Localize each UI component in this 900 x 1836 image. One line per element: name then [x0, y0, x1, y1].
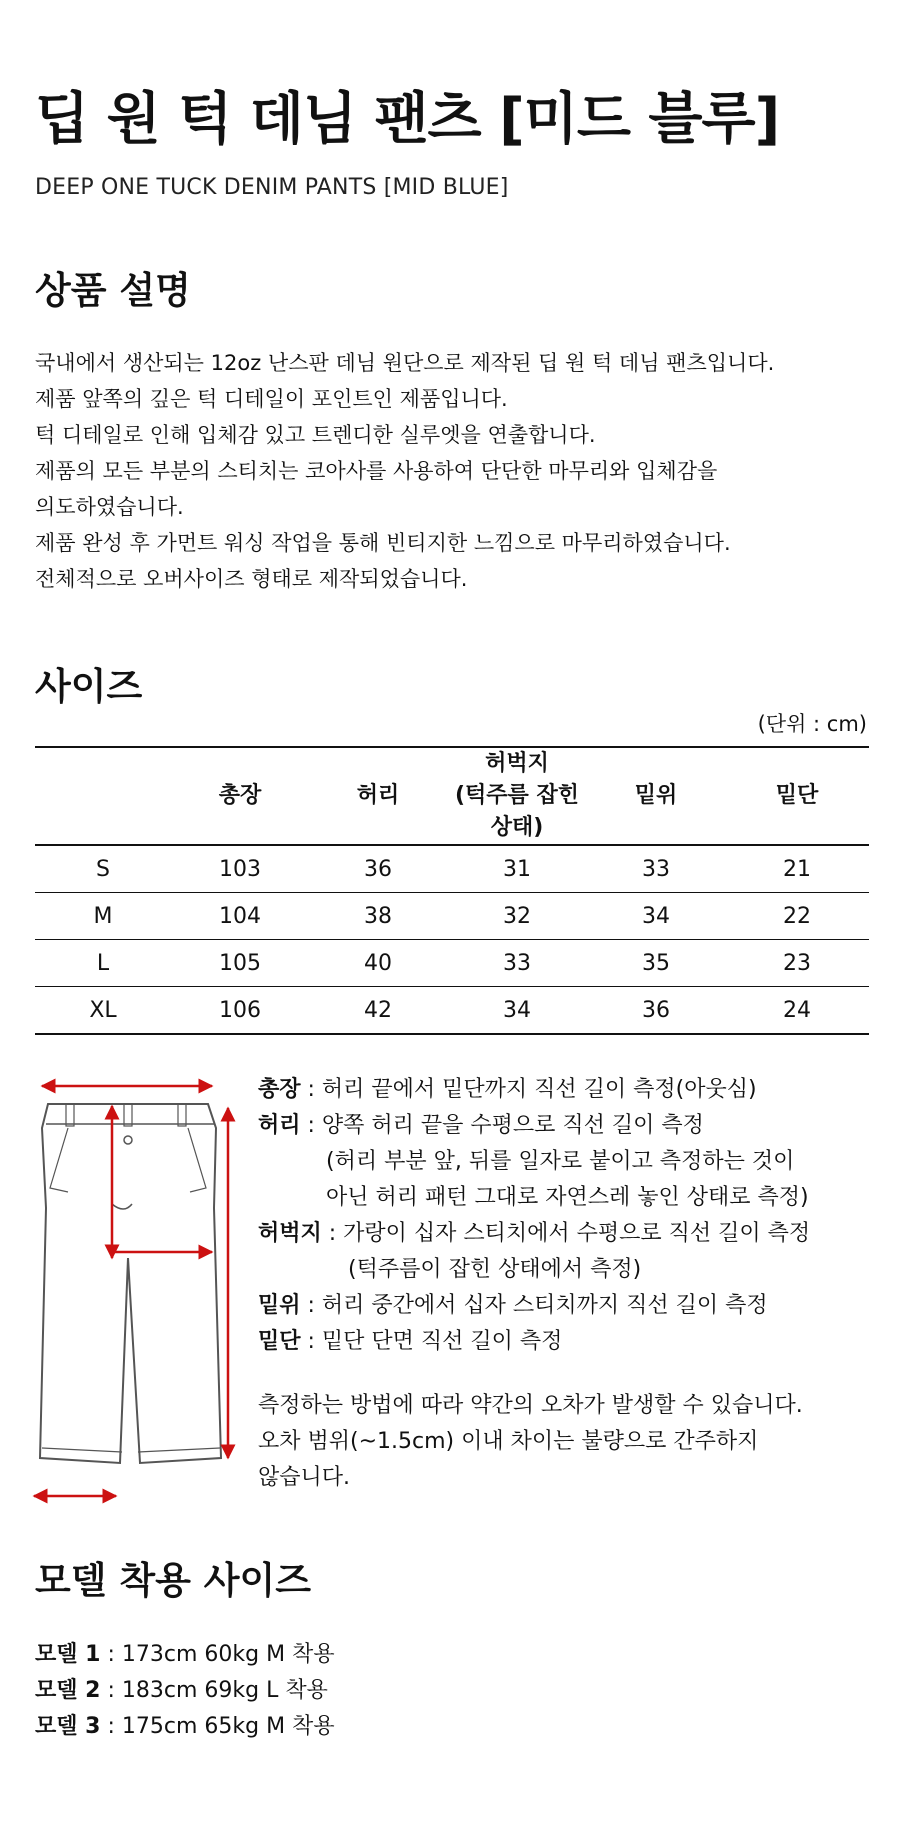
table-cell: 105	[171, 940, 309, 987]
model-size-heading: 모델 착용 사이즈	[35, 1559, 311, 1602]
size-label: L	[35, 940, 171, 987]
model-name: 모델 1	[35, 1642, 101, 1667]
measurement-desc: : 허리 중간에서 십자 스티치까지 직선 길이 측정	[300, 1293, 768, 1318]
table-row	[35, 940, 869, 987]
table-row	[35, 893, 869, 940]
table-cell: 33	[587, 845, 725, 893]
model-name: 모델 2	[35, 1678, 101, 1703]
description-line: 제품 앞쪽의 깊은 턱 디테일이 포인트인 제품입니다.	[35, 387, 508, 411]
description-line: 국내에서 생산되는 12oz 난스판 데님 원단으로 제작된 딥 원 턱 데님 팬츠입니다.	[35, 351, 775, 375]
description-line: 제품의 모든 부분의 스티치는 코아사를 사용하여 단단한 마무리와 입체감을	[35, 459, 718, 483]
note-line: 오차 범위(~1.5cm) 이내 차이는 불량으로 간주하지	[258, 1429, 759, 1454]
model-name: 모델 3	[35, 1714, 101, 1739]
measurement-continuation: (턱주름이 잡힌 상태에서 측정)	[348, 1257, 642, 1282]
size-column-header-waist: 허리	[309, 747, 447, 845]
measurement-item-rise	[258, 1288, 858, 1324]
product-title: 딥 원 턱 데님 팬츠 [미드 블루]	[35, 87, 780, 152]
size-label: XL	[35, 987, 171, 1035]
description-line: 턱 디테일로 인해 입체감 있고 트렌디한 실루엣을 연출합니다.	[35, 423, 596, 447]
table-cell: 33	[447, 940, 587, 987]
table-cell: 104	[171, 893, 309, 940]
measurement-desc: : 가랑이 십자 스티치에서 수평으로 직선 길이 측정	[321, 1221, 811, 1246]
measurement-term: 허벅지	[258, 1221, 322, 1246]
model-item	[35, 1637, 335, 1673]
model-item	[35, 1709, 335, 1745]
table-cell: 32	[447, 893, 587, 940]
table-cell: 38	[309, 893, 447, 940]
size-column-header-length: 총장	[171, 747, 309, 845]
measurement-term: 밑단	[258, 1329, 301, 1354]
table-cell: 34	[587, 893, 725, 940]
size-column-header	[35, 747, 171, 845]
size-column-header-rise: 밑위	[587, 747, 725, 845]
table-row	[35, 845, 869, 893]
measurement-guide	[258, 1072, 858, 1360]
measurement-note	[258, 1388, 858, 1496]
note-line: 않습니다.	[258, 1465, 351, 1490]
size-heading: 사이즈	[35, 665, 143, 708]
table-row	[35, 987, 869, 1035]
table-cell: 22	[725, 893, 869, 940]
model-spec: : 173cm 60kg M 착용	[100, 1642, 335, 1667]
product-subtitle: DEEP ONE TUCK DENIM PANTS [MID BLUE]	[35, 175, 509, 200]
table-cell: 34	[447, 987, 587, 1035]
description-line: 의도하였습니다.	[35, 495, 184, 519]
table-cell: 21	[725, 845, 869, 893]
description-text	[35, 345, 875, 597]
measurement-term: 총장	[258, 1077, 301, 1102]
description-heading: 상품 설명	[35, 269, 191, 312]
thigh-header-label: 허벅지	[485, 751, 549, 776]
thigh-header-sub: (턱주름 잡힌 상태)	[455, 783, 579, 840]
size-column-header-thigh	[447, 747, 587, 845]
measurement-desc: : 밑단 단면 직선 길이 측정	[300, 1329, 563, 1354]
measurement-term: 밑위	[258, 1293, 301, 1318]
unit-note: (단위 : cm)	[757, 712, 867, 736]
size-table-header-row	[35, 747, 869, 845]
measurement-term: 허리	[258, 1113, 301, 1138]
model-spec: : 175cm 65kg M 착용	[100, 1714, 335, 1739]
table-cell: 103	[171, 845, 309, 893]
size-table	[35, 746, 869, 1035]
table-cell: 106	[171, 987, 309, 1035]
table-cell: 24	[725, 987, 869, 1035]
size-column-header-hem: 밑단	[725, 747, 869, 845]
measurement-desc: : 허리 끝에서 밑단까지 직선 길이 측정(아웃심)	[300, 1077, 757, 1102]
size-label: M	[35, 893, 171, 940]
measurement-continuation: 아닌 허리 패턴 그대로 자연스레 놓인 상태로 측정)	[326, 1185, 809, 1210]
size-label: S	[35, 845, 171, 893]
measurement-desc: : 양쪽 허리 끝을 수평으로 직선 길이 측정	[300, 1113, 704, 1138]
note-line: 측정하는 방법에 따라 약간의 오차가 발생할 수 있습니다.	[258, 1393, 803, 1418]
measurement-item-thigh	[258, 1216, 858, 1252]
description-line: 제품 완성 후 가먼트 워싱 작업을 통해 빈티지한 느낌으로 마무리하였습니다.	[35, 531, 731, 555]
table-cell: 42	[309, 987, 447, 1035]
model-spec: : 183cm 69kg L 착용	[100, 1678, 328, 1703]
table-cell: 23	[725, 940, 869, 987]
description-line: 전체적으로 오버사이즈 형태로 제작되었습니다.	[35, 567, 468, 591]
measurement-item-waist	[258, 1108, 858, 1144]
measurement-continuation: (허리 부분 앞, 뒤를 일자로 붙이고 측정하는 것이	[326, 1149, 795, 1174]
table-cell: 35	[587, 940, 725, 987]
pants-outline	[40, 1104, 221, 1463]
model-size-list	[35, 1637, 335, 1745]
model-item	[35, 1673, 335, 1709]
table-cell: 31	[447, 845, 587, 893]
table-cell: 36	[587, 987, 725, 1035]
pants-measurement-diagram	[28, 1068, 238, 1508]
table-cell: 36	[309, 845, 447, 893]
measurement-item-length	[258, 1072, 858, 1108]
table-cell: 40	[309, 940, 447, 987]
measurement-item-hem	[258, 1324, 858, 1360]
